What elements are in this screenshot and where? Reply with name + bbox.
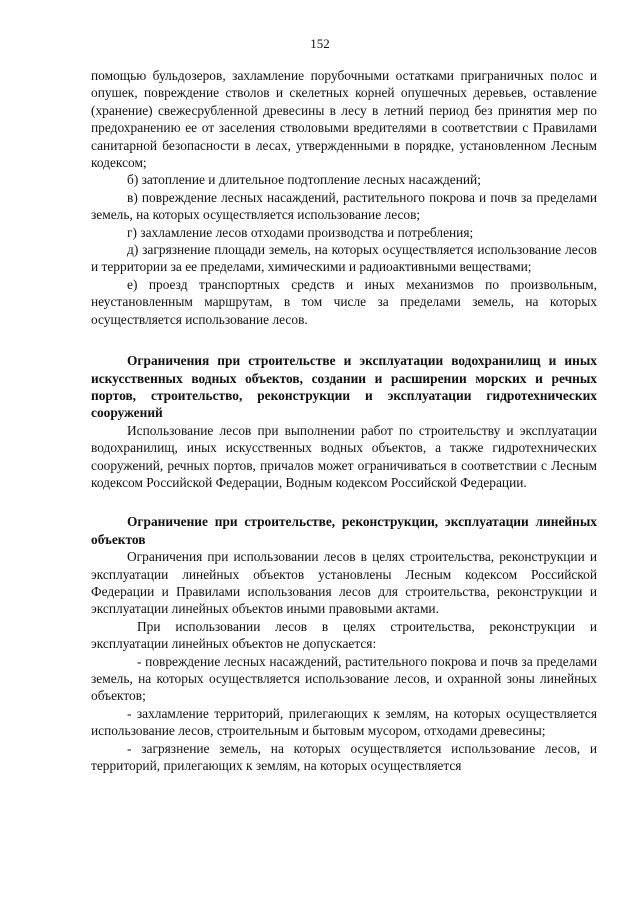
prohibited-item-damage: - повреждение лесных насаждений, растительного покрова и почв за пределами земель, на которых осуществляется использование лесов, и охранной зоны линейных объектов; [91,653,597,704]
document-body [91,67,597,774]
section-spacer [91,491,597,513]
page-number: 152 [310,36,330,51]
prohibited-item-pollution: - загрязнение земель, на которых осуществляется использование лесов, и территорий, прилегающих к землям, на которых осуществляется [91,740,597,774]
list-item-b: б) затопление и длительное подтопление лесных насаждений; [127,172,481,188]
section-heading-reservoirs: Ограничения при строительстве и эксплуатации водохранилищ и иных искусственных водных объектов, создании и расширении морских и речных портов, строительство, реконструкции и эксплуатации гидротехнических сооружений [91,353,597,421]
section-text-reservoirs: Использование лесов при выполнении работ по строительству и эксплуатации водохранилищ, иных искусственных водных объектов, а также гидротехнических сооружений, речных портов, причалов может ограничиваться в соответствии с Лесным кодексом Российской Федерации, Водным кодексом Российской Федерации. [91,422,597,490]
prohibited-item-littering: - захламление территорий, прилегающих к землям, на которых осуществляется использование лесов, строительным и бытовым мусором, отходами древесины; [91,705,597,739]
list-item-v: в) повреждение лесных насаждений, растительного покрова и почв за пределами земель, на которых осуществляется использование лесов; [91,189,597,223]
list-item-e: е) проезд транспортных средств и иных механизмов по произвольным, неустановленным маршрутам, в том числе за пределами земель, на которых осуществляется использование лесов. [91,276,597,327]
paragraph-continuation: помощью бульдозеров, захламление порубочными остатками приграничных полос и опушек, повреждение стволов и скелетных корней опушечных деревьев, оставление (хранение) свежесрубленной древесины в лесу в летний период без принятия мер по предохранению ее от заселения стволовыми вредителями в соответствии с Правилами санитарной безопасности в лесах, утвержденными в порядке, установленном Лесным кодексом; [91,68,597,171]
section-text-linear-objects: Ограничения при использовании лесов в целях строительства, реконструкции и эксплуатации линейных объектов установлены Лесным кодексом Российской Федерации и Правилами использования лесов для строительства, реконструкции и эксплуатации линейных объектов иными правовыми актами. [91,549,597,617]
section-heading-linear-objects: Ограничение при строительстве, реконструкции, эксплуатации линейных объектов [91,514,597,547]
list-item-g: г) захламление лесов отходами производства и потребления; [127,224,474,240]
section-text-prohibited: При использовании лесов в целях строительства, реконструкции и эксплуатации линейных объектов не допускается: [91,618,597,652]
list-item-d: д) загрязнение площади земель, на которых осуществляется использование лесов и территории за ее пределами, химическими и радиоактивными веществами; [91,242,597,275]
section-spacer [91,328,597,352]
